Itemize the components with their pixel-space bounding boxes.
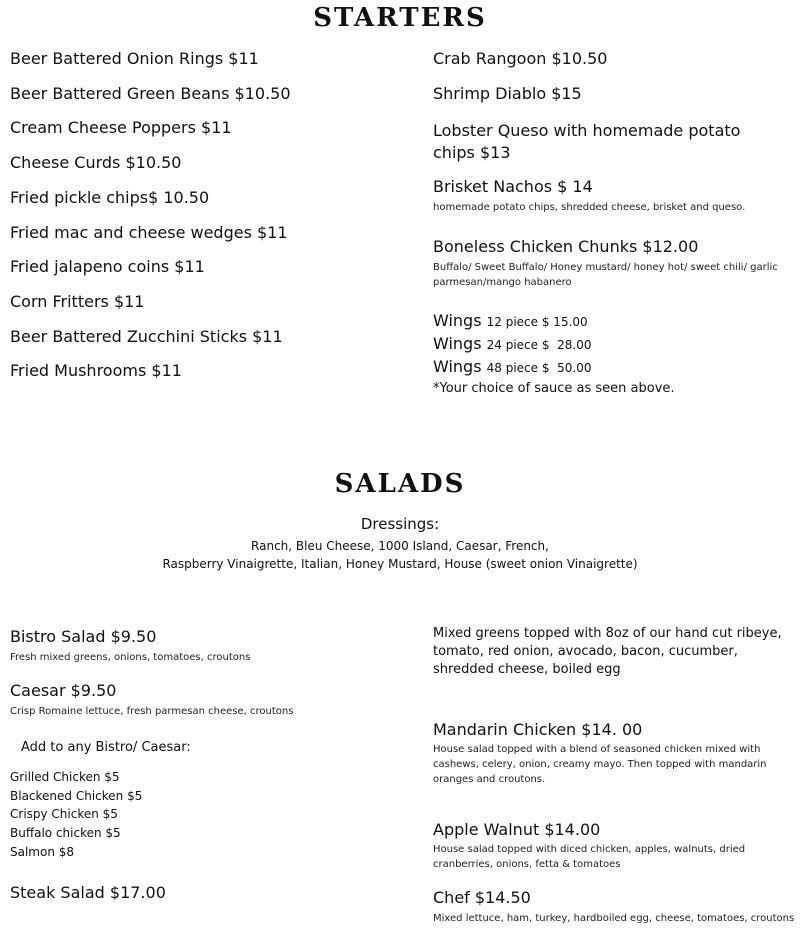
menu-item-crab-rangoon: Crab Rangoon $10.50 <box>433 49 608 68</box>
menu-item: Corn Fritters $11 <box>10 292 145 311</box>
dressings-list-line2: Raspberry Vinaigrette, Italian, Honey Mustard, House (sweet onion Vinaigrette) <box>162 557 638 571</box>
menu-item-wings-24 <box>433 334 591 355</box>
menu-item: Fried mac and cheese wedges $11 <box>10 223 288 242</box>
item-description: homemade potato chips, shredded cheese, brisket and queso. <box>433 202 746 213</box>
addon-item: Grilled Chicken $5 <box>10 770 120 784</box>
menu-item-boneless-chicken: Boneless Chicken Chunks $12.00 <box>433 237 699 256</box>
dressings-list-line1: Ranch, Bleu Cheese, 1000 Island, Caesar, French, <box>251 539 549 553</box>
menu-item-bistro-salad: Bistro Salad $9.50 <box>10 627 157 646</box>
menu-item-steak-salad: Steak Salad $17.00 <box>10 883 166 902</box>
item-description: Fresh mixed greens, onions, tomatoes, croutons <box>10 652 251 663</box>
menu-item: Beer Battered Green Beans $10.50 <box>10 84 291 103</box>
addon-label: Add to any Bistro/ Caesar: <box>21 740 191 755</box>
menu-item-lobster-queso: Lobster Queso with homemade potato chips $13 <box>433 121 741 162</box>
addon-item: Blackened Chicken $5 <box>10 789 143 803</box>
addon-item: Crispy Chicken $5 <box>10 807 118 821</box>
menu-item: Cream Cheese Poppers $11 <box>10 118 232 137</box>
sauce-note: *Your choice of sauce as seen above. <box>433 381 675 396</box>
wings-label: Wings <box>433 311 482 330</box>
menu-item-shrimp-diablo: Shrimp Diablo $15 <box>433 84 582 103</box>
addon-item: Salmon $8 <box>10 845 75 859</box>
menu-item: Cheese Curds $10.50 <box>10 153 182 172</box>
menu-item-brisket-nachos: Brisket Nachos $ 14 <box>433 177 593 196</box>
wings-detail: 12 piece $ 15.00 <box>486 315 588 329</box>
starters-heading: STARTERS <box>313 3 487 33</box>
item-description: Mixed lettuce, ham, turkey, hardboiled egg, cheese, tomatoes, croutons <box>433 913 795 924</box>
menu-item: Fried Mushrooms $11 <box>10 361 182 380</box>
salads-heading: SALADS <box>334 469 466 499</box>
menu-item: Fried pickle chips$ 10.50 <box>10 188 210 207</box>
addon-item: Buffalo chicken $5 <box>10 826 121 840</box>
wings-detail: 48 piece $ 50.00 <box>486 361 592 375</box>
item-description: Crisp Romaine lettuce, fresh parmesan cheese, croutons <box>10 706 294 717</box>
wings-label: Wings <box>433 357 482 376</box>
steak-salad-description: Mixed greens topped with 8oz of our hand cut ribeye, tomato, red onion, avocado, bacon, cucumber, shredded cheese, boiled egg <box>433 626 782 677</box>
menu-item-wings-12 <box>433 311 588 332</box>
dressings-label: Dressings: <box>360 515 440 533</box>
menu-item: Beer Battered Onion Rings $11 <box>10 49 259 68</box>
wings-label: Wings <box>433 334 482 353</box>
menu-item-wings-48 <box>433 357 591 378</box>
menu-item: Beer Battered Zucchini Sticks $11 <box>10 327 283 346</box>
wings-detail: 24 piece $ 28.00 <box>486 338 592 352</box>
item-description: House salad topped with diced chicken, apples, walnuts, dried cranberries, onions, fetta & tomatoes <box>433 844 746 870</box>
menu-item-chef-salad: Chef $14.50 <box>433 888 531 907</box>
item-description: Buffalo/ Sweet Buffalo/ Honey mustard/ honey hot/ sweet chili/ garlic parmesan/mango habanero <box>433 262 778 288</box>
menu-item-caesar: Caesar $9.50 <box>10 681 117 700</box>
item-description: House salad topped with a blend of seasoned chicken mixed with cashews, celery, onion, creamy mayo. Then topped with mandarin oranges and croutons. <box>433 744 767 785</box>
menu-item-mandarin-chicken: Mandarin Chicken $14. 00 <box>433 720 643 739</box>
menu-item: Fried jalapeno coins $11 <box>10 257 205 276</box>
menu-item-apple-walnut: Apple Walnut $14.00 <box>433 820 601 839</box>
